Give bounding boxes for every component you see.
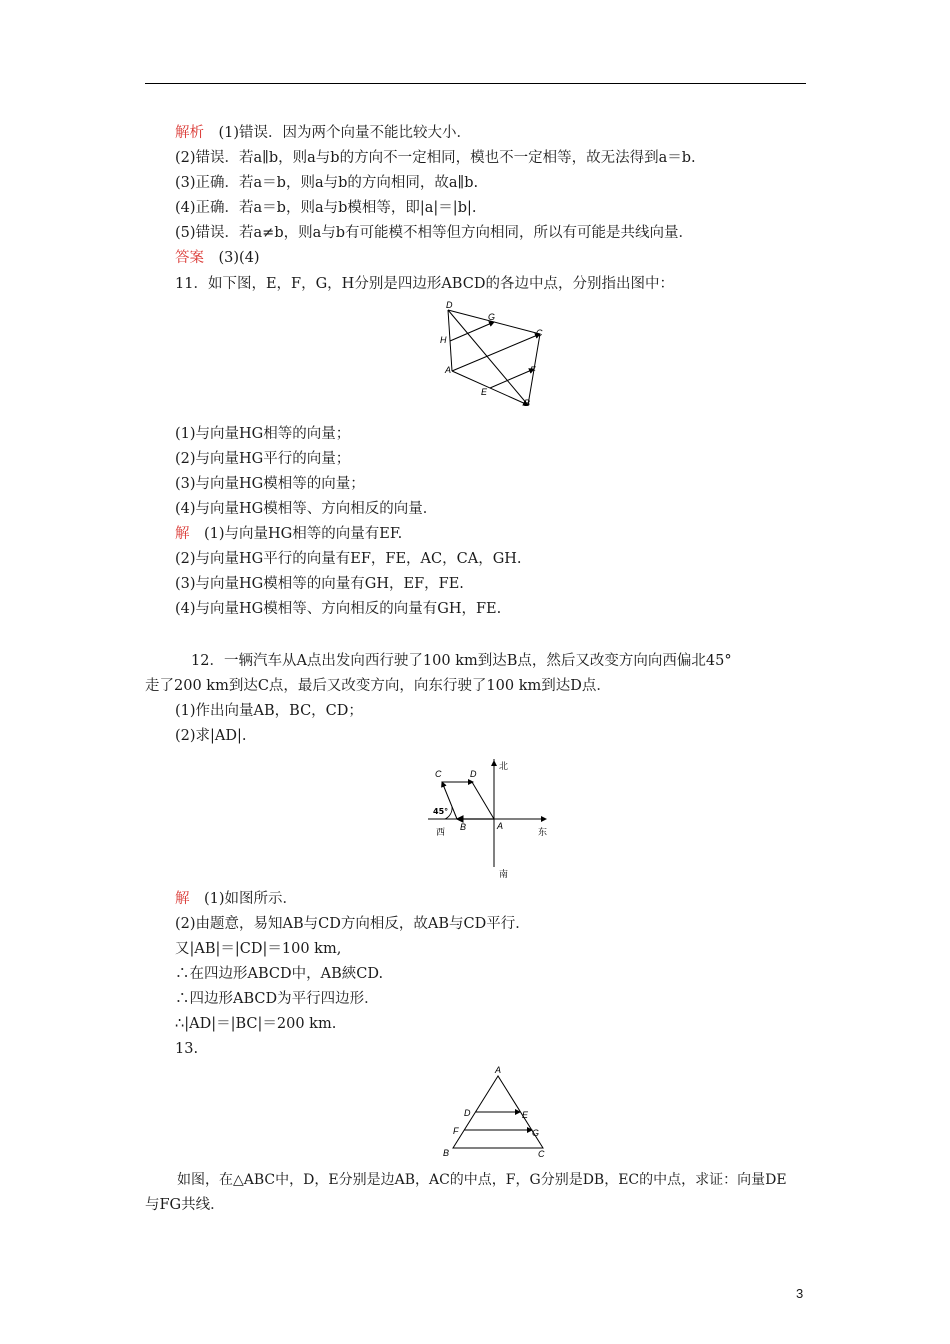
q12-stem-2: 走了200 km到达C点，最后又改变方向，向东行驶了100 km到达D点． — [145, 678, 611, 694]
q12-answer-1: (1)如图所示． — [204, 891, 298, 907]
q11-sub-3: (3)与向量HG模相等的向量； — [175, 476, 365, 492]
label-G: G — [488, 312, 496, 322]
q11-answer-4: (4)与向量HG模相等、方向相反的向量有GH，FE. — [175, 601, 502, 617]
label-H: H — [440, 335, 447, 345]
label-C: C — [538, 1149, 545, 1159]
q12-direction-figure — [428, 757, 553, 882]
q13-number: 13. — [175, 1041, 199, 1057]
q10-answer-line — [175, 248, 260, 268]
label-north: 北 — [499, 762, 509, 772]
q10-line-2: (2)错误．若a∥b，则a与b的方向不一定相同，模也不一定相等，故无法得到a＝b. — [175, 150, 696, 166]
q13-stem-2: 与FG共线． — [145, 1197, 225, 1213]
q10-text-1: (1)错误．因为两个向量不能比较大小． — [218, 125, 472, 141]
label-G: G — [532, 1128, 540, 1138]
q12-answer-2: (2)由题意，易知AB与CD方向相反，故AB与CD平行． — [175, 916, 530, 932]
label-B: B — [443, 1148, 450, 1158]
label-B: B — [524, 398, 531, 408]
label-east: 东 — [538, 828, 548, 838]
label-B: B — [460, 822, 467, 832]
label-west: 西 — [436, 828, 446, 838]
label-C: C — [435, 769, 442, 779]
label-C: C — [536, 328, 543, 338]
label-A: A — [445, 365, 452, 375]
q12-sub-1: (1)作出向量AB，BC，CD； — [175, 703, 363, 719]
q12-answer-5: ∴四边形ABCD为平行四边形． — [175, 991, 379, 1007]
page-number: 3 — [796, 1286, 804, 1301]
q11-answer-1: (1)与向量HG相等的向量有EF. — [204, 526, 403, 542]
q11-sub-2: (2)与向量HG平行的向量； — [175, 451, 351, 467]
label-A: A — [497, 821, 504, 831]
q11-answer-2: (2)与向量HG平行的向量有EF，FE，AC，CA，GH. — [175, 551, 522, 567]
q11-stem: 11．如下图，E，F，G，H分别是四边形ABCD的各边中点，分别指出图中： — [175, 276, 674, 292]
label-D: D — [464, 1108, 471, 1118]
q13-triangle-figure — [440, 1064, 545, 1159]
q10-answer: (3)(4) — [218, 250, 260, 266]
q12-answer-4: ∴在四边形ABCD中，AB綊CD. — [175, 966, 384, 982]
label-E: E — [522, 1110, 529, 1120]
q12-sub-2: (2)求|AD|. — [175, 728, 247, 744]
q12-stem-1: 12．一辆汽车从A点出发向西行驶了100 km到达B点，然后又改变方向向西偏北45° — [191, 653, 732, 669]
q11-answer-line-1 — [175, 524, 402, 544]
label-south: 南 — [499, 870, 509, 880]
label-D: D — [446, 300, 453, 310]
header-rule — [145, 83, 806, 84]
label-A: A — [495, 1065, 502, 1075]
q12-answer-6: ∴|AD|＝|BC|＝200 km. — [175, 1016, 337, 1032]
q11-answer-3: (3)与向量HG模相等的向量有GH，EF，FE. — [175, 576, 464, 592]
q11-sub-4: (4)与向量HG模相等、方向相反的向量． — [175, 501, 438, 517]
label-jie: 解 — [175, 526, 190, 542]
label-angle-45: 45° — [433, 807, 449, 816]
q13-stem-1: 如图，在△ABC中，D，E分别是边AB，AC的中点，F，G分别是DB，EC的中点，求证：向量DE — [177, 1172, 787, 1188]
label-F: F — [530, 365, 536, 375]
q10-line-3: (3)正确．若a＝b，则a与b的方向相同，故a∥b. — [175, 175, 479, 191]
q12-answer-line-1 — [175, 889, 297, 909]
q10-line-1 — [175, 123, 471, 143]
q10-line-4: (4)正确．若a＝b，则a与b模相等，即|a|＝|b|. — [175, 200, 477, 216]
q11-sub-1: (1)与向量HG相等的向量； — [175, 426, 351, 442]
q10-line-5: (5)错误．若a≠b，则a与b有可能模不相等但方向相同，所以有可能是共线向量． — [175, 225, 694, 241]
q12-answer-3: 又|AB|＝|CD|＝100 km, — [175, 941, 342, 957]
label-daan: 答案 — [175, 250, 204, 266]
label-jiexi: 解析 — [175, 125, 204, 141]
label-E: E — [481, 387, 488, 397]
label-jie: 解 — [175, 891, 190, 907]
label-F: F — [453, 1126, 459, 1136]
label-D: D — [470, 769, 477, 779]
q11-quadrilateral-figure — [434, 296, 554, 411]
